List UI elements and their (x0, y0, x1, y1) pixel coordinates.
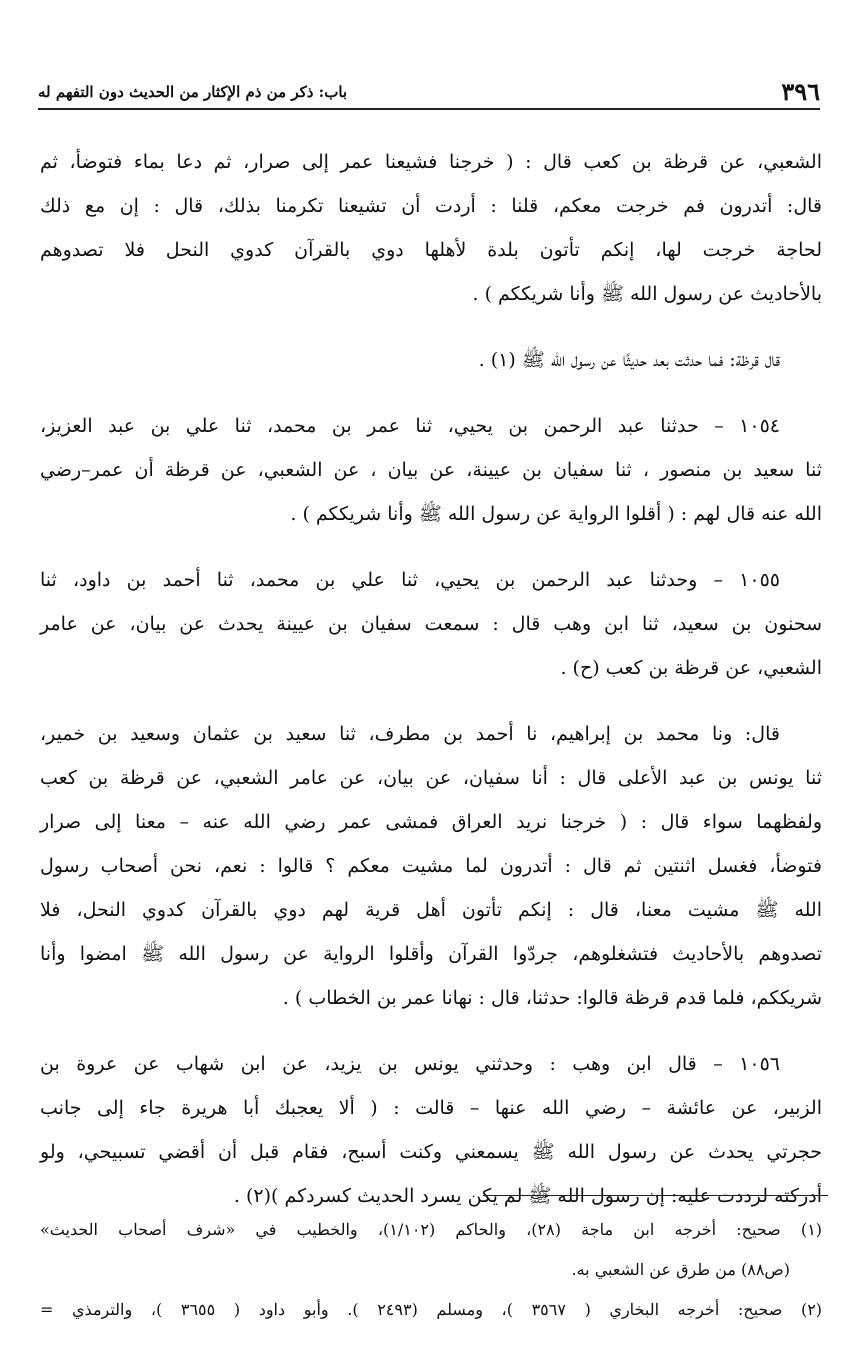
hadith-1056 (40, 1042, 822, 1218)
text-line: الشعبي، عن قرظة بن كعب قال : ( خرجنا فشيعنا عمر إلى صرار، ثم دعا بماء فتوضأ، ثم (40, 151, 822, 173)
chapter-title: باب: ذكر من ذم الإكثار من الحديث دون التفهم له (38, 83, 348, 101)
hadith-1054 (40, 404, 822, 536)
text-line: ثنا يونس بن عبد الأعلى قال : أنا سفيان، عن بيان، عن عامر الشعبي، عن قرظة بن كعب (40, 767, 822, 789)
running-header (38, 78, 820, 110)
footnote-separator (483, 1195, 828, 1196)
text-line: قال: أتدرون فم خرجت معكم، قلنا : أردت أن تشيعنا تكرمنا بذلك، قال : إن مع ذلك (40, 195, 822, 217)
footnote-2: (٢) صحيح: أخرجه البخاري ( ٣٥٦٧ )، ومسلم (٢٤٩٣ ). وأبو داود ( ٣٦٥٥ )، والترمذي = (40, 1300, 823, 1319)
text-line: لحاجة خرجت لها، إنكم تأتون بلدة لأهلها دوي بالقرآن كدوي النحل فلا تصدوهم (40, 239, 822, 261)
page-number: ٣٩٦ (781, 77, 820, 106)
footnotes (40, 1210, 822, 1330)
footnote-1: (١) صحيح: أخرجه ابن ماجة (٢٨)، والحاكم (١/١٠٢)، والخطيب في «شرف أصحاب الحديث» (40, 1220, 823, 1239)
text-line: ثنا سعيد بن منصور ، ثنا سفيان بن عيينة، عن بيان ، عن الشعبي، عن قرظة أن عمر–رضي (40, 459, 822, 481)
paragraph (40, 140, 822, 316)
text-line: فتوضأ، فغسل اثنتين ثم قال : أتدرون لما مشيت معكم ؟ قالوا : نعم، نحن أصحاب رسول (40, 855, 822, 877)
text-line: الشعبي، عن قرظة بن كعب (ح) . (560, 657, 822, 679)
main-text (40, 140, 822, 1218)
text-line: شريككم، فلما قدم قرظة قالوا: حدثنا، قال : نهانا عمر بن الخطاب ) . (282, 987, 822, 1009)
text-line: ولفظهما سواء قال : ( خرجنا نريد العراق فمشى عمر رضي الله عنه – معنا إلى صرار (40, 811, 822, 833)
text-line: الله ﷺ مشيت معنا، قال : إنكم تأتون أهل قرية لهم دوي بالقرآن كدوي النحل، فلا (40, 899, 822, 921)
footnote-1-continued: (ص٨٨) من طرق عن الشعبي به. (571, 1260, 790, 1279)
text-line: سحنون بن سعيد، ثنا ابن وهب قال : سمعت سفيان بن عيينة يحدث عن بيان، عن عامر (40, 613, 822, 635)
hadith-1055 (40, 558, 822, 690)
text-line: تصدوهم بالأحاديث فتشغلوهم، جردّوا القرآن وأقلوا الرواية عن رسول الله ﷺ امضوا وأنا (40, 943, 822, 965)
paragraph (40, 338, 822, 382)
text-line: الزبير، عن عائشة – رضي الله عنها – قالت : ( ألا يعجبك أبا هريرة جاء إلى جانب (40, 1097, 822, 1119)
text-line: أدركته لرددت عليه: إن رسول الله ﷺ لم يكن يسرد الحديث كسردكم )(٢) . (233, 1185, 822, 1207)
text-line: قال قرظة: فما حدثت بعد حديثًا عن رسول الله ﷺ (١) . (478, 349, 780, 371)
text-line: ١٠٥٤ – حدثنا عبد الرحمن بن يحيي، ثنا عمر بن محمد، ثنا علي بن عبد العزيز، (40, 415, 780, 437)
text-line: ١٠٥٦ – قال ابن وهب : وحدثني يونس بن يزيد، عن ابن شهاب عن عروة بن (40, 1053, 780, 1075)
text-line: حجرتي يحدث عن رسول الله ﷺ يسمعني وكنت أسبح، فقام قبل أن أقضي تسبيحي، ولو (40, 1141, 822, 1163)
text-line: الله عنه قال لهم : ( أقلوا الرواية عن رسول الله ﷺ وأنا شريككم ) . (290, 503, 822, 525)
paragraph (40, 712, 822, 1020)
text-line: ١٠٥٥ – وحدثنا عبد الرحمن بن يحيي، ثنا علي بن محمد، ثنا أحمد بن داود، ثنا (40, 569, 780, 591)
text-line: بالأحاديث عن رسول الله ﷺ وأنا شريككم ) . (472, 283, 822, 305)
text-line: قال: ونا محمد بن إبراهيم، نا أحمد بن مطرف، ثنا سعيد بن عثمان وسعيد بن خمير، (40, 723, 780, 745)
